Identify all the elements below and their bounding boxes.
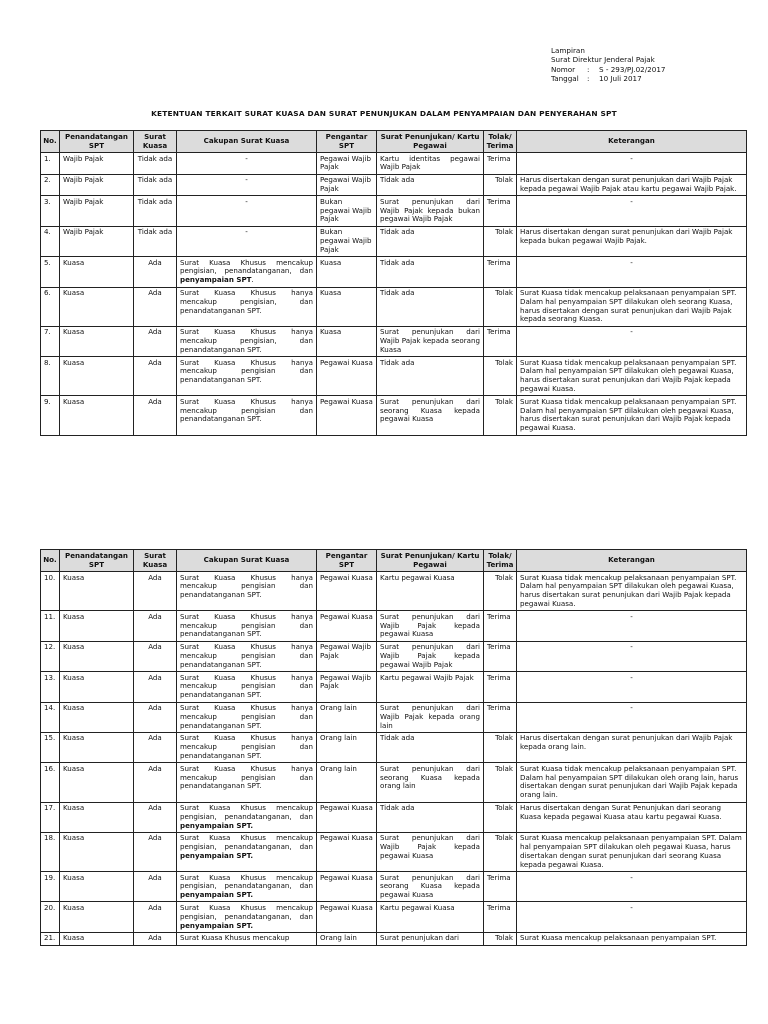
table-row bbox=[41, 153, 747, 175]
cell-pengantar: Pegawai Kuasa bbox=[317, 802, 377, 832]
cell-penunjukan: Surat penunjukan dari Wajib Pajak kepada seorang Kuasa bbox=[377, 326, 484, 356]
header-no: No. bbox=[41, 131, 60, 153]
cell-no: 8. bbox=[41, 357, 60, 396]
cell-penunjukan: Surat penunjukan dari Wajib Pajak kepada pegawai Kuasa bbox=[377, 832, 484, 871]
cell-penandatangan: Kuasa bbox=[60, 357, 134, 396]
cell-tolak-terima: Tolak bbox=[484, 732, 517, 762]
cell-tolak-terima: Terima bbox=[484, 702, 517, 732]
cell-penandatangan: Kuasa bbox=[60, 396, 134, 435]
cell-cakupan bbox=[177, 902, 317, 932]
cakupan-text: Surat Kuasa Khusus hanya mencakup pengisian dan penandatanganan SPT. bbox=[180, 396, 313, 424]
cell-surat-kuasa: Ada bbox=[134, 287, 177, 326]
header-pengantar: Pengantar SPT bbox=[317, 550, 377, 572]
cell-pengantar: Pegawai Wajib Pajak bbox=[317, 153, 377, 175]
tanggal-line bbox=[551, 74, 665, 83]
cell-surat-kuasa: Ada bbox=[134, 872, 177, 902]
table-row bbox=[41, 287, 747, 326]
cell-penandatangan: Kuasa bbox=[60, 641, 134, 671]
table-row bbox=[41, 572, 747, 611]
cell-keterangan: Harus disertakan dengan Surat Penunjukan dari seorang Kuasa kepada pegawai Kuasa atau kartu pegawai Kuasa. bbox=[517, 802, 747, 832]
cell-pengantar: Pegawai Wajib Pajak bbox=[317, 672, 377, 702]
cell-cakupan bbox=[177, 732, 317, 762]
cell-cakupan bbox=[177, 326, 317, 356]
tanggal-label: Tanggal bbox=[551, 74, 579, 84]
cakupan-text: Surat Kuasa Khusus hanya mencakup pengisian dan penandatanganan SPT. bbox=[180, 733, 313, 761]
header-tolak-terima: Tolak/ Terima bbox=[484, 550, 517, 572]
cell-pengantar: Kuasa bbox=[317, 326, 377, 356]
cell-keterangan: Surat Kuasa mencakup pelaksanaan penyampaian SPT. bbox=[517, 932, 747, 945]
cell-pengantar: Orang lain bbox=[317, 932, 377, 945]
cell-tolak-terima: Terima bbox=[484, 872, 517, 902]
cell-penandatangan: Kuasa bbox=[60, 572, 134, 611]
cell-tolak-terima: Terima bbox=[484, 196, 517, 226]
cell-surat-kuasa: Tidak ada bbox=[134, 226, 177, 256]
cell-tolak-terima: Tolak bbox=[484, 226, 517, 256]
cell-penunjukan: Tidak ada bbox=[377, 257, 484, 287]
cell-keterangan: Surat Kuasa tidak mencakup pelaksanaan penyampaian SPT. Dalam hal penyampaian SPT dilakukan oleh pegawai Kuasa, harus disertakan surat penunjukan dari Wajib Pajak kepada pegawai Kuasa. bbox=[517, 572, 747, 611]
cell-pengantar: Pegawai Wajib Pajak bbox=[317, 174, 377, 196]
cell-tolak-terima: Tolak bbox=[484, 832, 517, 871]
cell-penandatangan: Kuasa bbox=[60, 732, 134, 762]
cell-no: 10. bbox=[41, 572, 60, 611]
cell-no: 16. bbox=[41, 763, 60, 802]
cell-keterangan: - bbox=[517, 153, 747, 175]
table-row bbox=[41, 611, 747, 641]
cell-penandatangan: Wajib Pajak bbox=[60, 226, 134, 256]
cell-no: 2. bbox=[41, 174, 60, 196]
cell-keterangan: - bbox=[517, 641, 747, 671]
cakupan-text: Surat Kuasa Khusus hanya mencakup pengisian, dan penandatanganan SPT. bbox=[180, 288, 313, 315]
cell-tolak-terima: Tolak bbox=[484, 802, 517, 832]
header-tolak-terima: Tolak/ Terima bbox=[484, 131, 517, 153]
cell-keterangan: Surat Kuasa tidak mencakup pelaksanaan penyampaian SPT. Dalam hal penyampaian SPT dilakukan oleh seorang Kuasa, harus disertakan dengan surat penunjukan dari Wajib Pajak kepada seorang Kuasa. bbox=[517, 287, 747, 326]
cell-surat-kuasa: Tidak ada bbox=[134, 174, 177, 196]
header-surat-kuasa: Surat Kuasa bbox=[134, 131, 177, 153]
nomor-line bbox=[551, 65, 665, 74]
lampiran-block bbox=[551, 46, 665, 84]
cell-pengantar: Orang lain bbox=[317, 732, 377, 762]
table-row bbox=[41, 257, 747, 287]
cell-cakupan bbox=[177, 357, 317, 396]
table-row bbox=[41, 763, 747, 802]
table-header-row bbox=[41, 550, 747, 572]
cell-penandatangan: Wajib Pajak bbox=[60, 174, 134, 196]
cakupan-text: Surat Kuasa Khusus hanya mencakup pengisian dan penandatanganan SPT. bbox=[180, 642, 313, 669]
cell-penandatangan: Kuasa bbox=[60, 932, 134, 945]
table-row bbox=[41, 196, 747, 226]
cakupan-text: Surat Kuasa Khusus hanya mencakup pengisian dan penandatanganan SPT. bbox=[180, 572, 313, 600]
cakupan-text: - bbox=[245, 227, 248, 237]
document-title: KETENTUAN TERKAIT SURAT KUASA DAN SURAT PENUNJUKAN DALAM PENYAMPAIAN DAN PENYERAHAN SPT bbox=[151, 109, 617, 118]
cell-tolak-terima: Terima bbox=[484, 153, 517, 175]
cell-no: 13. bbox=[41, 672, 60, 702]
header-keterangan: Keterangan bbox=[517, 550, 747, 572]
cakupan-text: Surat Kuasa Khusus hanya mencakup pengisian, dan penandatanganan SPT. bbox=[180, 327, 313, 354]
cell-tolak-terima: Tolak bbox=[484, 174, 517, 196]
cell-surat-kuasa: Ada bbox=[134, 572, 177, 611]
table-row bbox=[41, 396, 747, 435]
lampiran-title: Lampiran bbox=[551, 46, 585, 55]
cell-tolak-terima: Terima bbox=[484, 611, 517, 641]
tanggal-value: 10 Juli 2017 bbox=[599, 74, 642, 84]
table-row bbox=[41, 174, 747, 196]
cakupan-text: Surat Kuasa Khusus hanya mencakup pengisian dan penandatanganan SPT. bbox=[180, 357, 313, 385]
header-no: No. bbox=[41, 550, 60, 572]
table-row bbox=[41, 641, 747, 671]
cell-no: 12. bbox=[41, 641, 60, 671]
cell-penunjukan: Tidak ada bbox=[377, 732, 484, 762]
nomor-colon: : bbox=[587, 64, 590, 74]
cell-surat-kuasa: Ada bbox=[134, 611, 177, 641]
header-surat-kuasa: Surat Kuasa bbox=[134, 550, 177, 572]
cell-penunjukan: Tidak ada bbox=[377, 287, 484, 326]
nomor-value: S - 293/PJ.02/2017 bbox=[599, 64, 666, 74]
cell-penunjukan: Surat penunjukan dari seorang Kuasa kepada pegawai Kuasa bbox=[377, 396, 484, 435]
cakupan-text: Surat Kuasa Khusus hanya mencakup pengisian dan penandatanganan SPT. bbox=[180, 703, 313, 730]
cakupan-text: Surat Kuasa Khusus hanya mencakup pengisian dan penandatanganan SPT. bbox=[180, 672, 313, 700]
rules-table-2 bbox=[40, 549, 747, 946]
cell-penunjukan: Tidak ada bbox=[377, 802, 484, 832]
cell-pengantar: Orang lain bbox=[317, 702, 377, 732]
cell-keterangan: - bbox=[517, 326, 747, 356]
cell-surat-kuasa: Ada bbox=[134, 641, 177, 671]
cell-penunjukan: Surat penunjukan dari seorang Kuasa kepada orang lain bbox=[377, 763, 484, 802]
cell-cakupan bbox=[177, 153, 317, 175]
cell-penunjukan: Kartu pegawai Kuasa bbox=[377, 572, 484, 611]
cell-cakupan bbox=[177, 196, 317, 226]
cell-keterangan: - bbox=[517, 902, 747, 932]
cell-penunjukan: Tidak ada bbox=[377, 357, 484, 396]
table-row bbox=[41, 226, 747, 256]
cell-tolak-terima: Terima bbox=[484, 257, 517, 287]
rules-table-1 bbox=[40, 130, 747, 436]
cell-pengantar: Bukan pegawai Wajib Pajak bbox=[317, 196, 377, 226]
cell-penandatangan: Kuasa bbox=[60, 872, 134, 902]
cell-keterangan: - bbox=[517, 702, 747, 732]
cell-pengantar: Pegawai Kuasa bbox=[317, 832, 377, 871]
cell-no: 15. bbox=[41, 732, 60, 762]
table-row bbox=[41, 326, 747, 356]
cell-surat-kuasa: Tidak ada bbox=[134, 196, 177, 226]
cell-pengantar: Kuasa bbox=[317, 287, 377, 326]
cell-no: 4. bbox=[41, 226, 60, 256]
cell-surat-kuasa: Ada bbox=[134, 902, 177, 932]
cell-surat-kuasa: Tidak ada bbox=[134, 153, 177, 175]
cell-surat-kuasa: Ada bbox=[134, 763, 177, 802]
cakupan-text: Surat Kuasa Khusus mencakup bbox=[180, 933, 290, 943]
cakupan-text: - bbox=[245, 153, 248, 163]
header-penunjukan: Surat Penunjukan/ Kartu Pegawai bbox=[377, 131, 484, 153]
lampiran-line1: Surat Direktur Jenderal Pajak bbox=[551, 55, 655, 65]
cell-surat-kuasa: Ada bbox=[134, 832, 177, 871]
cell-keterangan: - bbox=[517, 611, 747, 641]
cell-keterangan: - bbox=[517, 672, 747, 702]
cakupan-end: . bbox=[251, 275, 254, 285]
table-row bbox=[41, 702, 747, 732]
table-header-row bbox=[41, 131, 747, 153]
cell-penunjukan: Kartu pegawai Wajib Pajak bbox=[377, 672, 484, 702]
cell-tolak-terima: Tolak bbox=[484, 396, 517, 435]
cell-penunjukan: Kartu pegawai Kuasa bbox=[377, 902, 484, 932]
cakupan-bold: penyampaian SPT. bbox=[180, 890, 254, 900]
cell-pengantar: Pegawai Kuasa bbox=[317, 611, 377, 641]
header-keterangan: Keterangan bbox=[517, 131, 747, 153]
cell-no: 3. bbox=[41, 196, 60, 226]
cell-penandatangan: Kuasa bbox=[60, 802, 134, 832]
cakupan-text: Surat Kuasa Khusus mencakup pengisian, penandatanganan, dan bbox=[180, 803, 313, 821]
cell-keterangan: - bbox=[517, 872, 747, 902]
cakupan-bold: penyampaian SPT bbox=[180, 275, 252, 285]
cell-tolak-terima: Terima bbox=[484, 641, 517, 671]
cell-pengantar: Kuasa bbox=[317, 257, 377, 287]
header-penandatangan: Penandatangan SPT bbox=[60, 131, 134, 153]
cell-keterangan: Surat Kuasa tidak mencakup pelaksanaan penyampaian SPT. Dalam hal penyampaian SPT dilakukan oleh orang lain, harus disertakan dengan surat penunjukan dari Wajib Pajak kepada orang lain. bbox=[517, 763, 747, 802]
cell-cakupan bbox=[177, 702, 317, 732]
cell-surat-kuasa: Ada bbox=[134, 396, 177, 435]
cakupan-text: Surat Kuasa Khusus mencakup pengisian, penandatanganan, dan bbox=[180, 833, 313, 852]
cell-pengantar: Bukan pegawai Wajib Pajak bbox=[317, 226, 377, 256]
cell-penunjukan: Surat penunjukan dari Wajib Pajak kepada pegawai Wajib Pajak bbox=[377, 641, 484, 671]
cell-cakupan bbox=[177, 872, 317, 902]
cell-pengantar: Pegawai Kuasa bbox=[317, 872, 377, 902]
cell-cakupan bbox=[177, 396, 317, 435]
cell-penandatangan: Wajib Pajak bbox=[60, 153, 134, 175]
cell-no: 20. bbox=[41, 902, 60, 932]
cakupan-text: Surat Kuasa Khusus mencakup pengisian, penandatanganan, dan bbox=[180, 872, 313, 891]
header-penunjukan: Surat Penunjukan/ Kartu Pegawai bbox=[377, 550, 484, 572]
cell-pengantar: Orang lain bbox=[317, 763, 377, 802]
header-pengantar: Pengantar SPT bbox=[317, 131, 377, 153]
cell-no: 5. bbox=[41, 257, 60, 287]
cell-penunjukan: Surat penunjukan dari bbox=[377, 932, 484, 945]
table-row bbox=[41, 672, 747, 702]
cell-cakupan bbox=[177, 932, 317, 945]
cell-penunjukan: Kartu identitas pegawai Wajib Pajak bbox=[377, 153, 484, 175]
cell-pengantar: Pegawai Kuasa bbox=[317, 357, 377, 396]
cell-no: 7. bbox=[41, 326, 60, 356]
cakupan-text: - bbox=[245, 175, 248, 185]
cell-no: 9. bbox=[41, 396, 60, 435]
cell-tolak-terima: Tolak bbox=[484, 357, 517, 396]
cell-penandatangan: Kuasa bbox=[60, 763, 134, 802]
cell-tolak-terima: Terima bbox=[484, 902, 517, 932]
cell-keterangan: Surat Kuasa mencakup pelaksanaan penyampaian SPT. Dalam hal penyampaian SPT dilakukan oleh pegawai Kuasa, harus disertakan dengan surat penunjukan dari seorang Kuasa kepada pegawai Kuasa. bbox=[517, 832, 747, 871]
cell-pengantar: Pegawai Wajib Pajak bbox=[317, 641, 377, 671]
cell-keterangan: Surat Kuasa tidak mencakup pelaksanaan penyampaian SPT. Dalam hal penyampaian SPT dilakukan oleh pegawai Kuasa, harus disertakan surat penunjukan dari Wajib Pajak kepada pegawai Kuasa. bbox=[517, 357, 747, 396]
cell-penandatangan: Wajib Pajak bbox=[60, 196, 134, 226]
cell-cakupan bbox=[177, 763, 317, 802]
cell-cakupan bbox=[177, 572, 317, 611]
cakupan-bold: penyampaian SPT. bbox=[180, 920, 254, 930]
cell-cakupan bbox=[177, 832, 317, 871]
cakupan-bold: penyampaian SPT. bbox=[180, 820, 254, 830]
cell-penandatangan: Kuasa bbox=[60, 257, 134, 287]
cell-no: 18. bbox=[41, 832, 60, 871]
cell-no: 21. bbox=[41, 932, 60, 945]
cell-penunjukan: Surat penunjukan dari Wajib Pajak kepada pegawai Kuasa bbox=[377, 611, 484, 641]
cell-keterangan: Harus disertakan dengan surat penunjukan dari Wajib Pajak kepada bukan pegawai Wajib Pajak. bbox=[517, 226, 747, 256]
cell-penandatangan: Kuasa bbox=[60, 702, 134, 732]
cell-no: 19. bbox=[41, 872, 60, 902]
cell-no: 11. bbox=[41, 611, 60, 641]
cell-cakupan bbox=[177, 226, 317, 256]
cell-surat-kuasa: Ada bbox=[134, 257, 177, 287]
cell-surat-kuasa: Ada bbox=[134, 932, 177, 945]
cell-surat-kuasa: Ada bbox=[134, 702, 177, 732]
cell-no: 6. bbox=[41, 287, 60, 326]
table-row bbox=[41, 832, 747, 871]
cell-penunjukan: Tidak ada bbox=[377, 226, 484, 256]
nomor-label: Nomor bbox=[551, 64, 576, 74]
tanggal-colon: : bbox=[587, 74, 590, 84]
table-row bbox=[41, 357, 747, 396]
cell-tolak-terima: Terima bbox=[484, 672, 517, 702]
cell-keterangan: - bbox=[517, 257, 747, 287]
cell-penunjukan: Tidak ada bbox=[377, 174, 484, 196]
cakupan-text: Surat Kuasa Khusus mencakup pengisian, penandatanganan, dan bbox=[180, 257, 313, 276]
cell-keterangan: Surat Kuasa tidak mencakup pelaksanaan penyampaian SPT. Dalam hal penyampaian SPT dilakukan oleh pegawai Kuasa, harus disertakan surat penunjukan dari Wajib Pajak kepada pegawai Kuasa. bbox=[517, 396, 747, 435]
cell-penunjukan: Surat penunjukan dari Wajib Pajak kepada orang lain bbox=[377, 702, 484, 732]
table-row bbox=[41, 872, 747, 902]
cell-no: 1. bbox=[41, 153, 60, 175]
cell-surat-kuasa: Ada bbox=[134, 802, 177, 832]
table-row bbox=[41, 902, 747, 932]
cell-tolak-terima: Terima bbox=[484, 326, 517, 356]
cakupan-text: Surat Kuasa Khusus mencakup pengisian, penandatanganan, dan bbox=[180, 902, 313, 921]
cell-penandatangan: Kuasa bbox=[60, 832, 134, 871]
header-cakupan: Cakupan Surat Kuasa bbox=[177, 550, 317, 572]
cell-keterangan: Harus disertakan dengan surat penunjukan dari Wajib Pajak kepada orang lain. bbox=[517, 732, 747, 762]
cell-penunjukan: Surat penunjukan dari Wajib Pajak kepada bukan pegawai Wajib Pajak bbox=[377, 196, 484, 226]
table-row bbox=[41, 802, 747, 832]
header-penandatangan: Penandatangan SPT bbox=[60, 550, 134, 572]
cell-penandatangan: Kuasa bbox=[60, 672, 134, 702]
cell-pengantar: Pegawai Kuasa bbox=[317, 902, 377, 932]
cell-cakupan bbox=[177, 641, 317, 671]
cakupan-text: Surat Kuasa Khusus hanya mencakup pengisian dan penandatanganan SPT. bbox=[180, 611, 313, 639]
cell-cakupan bbox=[177, 611, 317, 641]
cell-tolak-terima: Tolak bbox=[484, 932, 517, 945]
cell-no: 17. bbox=[41, 802, 60, 832]
cell-penandatangan: Kuasa bbox=[60, 326, 134, 356]
cell-cakupan bbox=[177, 174, 317, 196]
cakupan-text: - bbox=[245, 196, 248, 206]
cell-no: 14. bbox=[41, 702, 60, 732]
cakupan-text: Surat Kuasa Khusus hanya mencakup pengisian dan penandatanganan SPT. bbox=[180, 763, 313, 791]
cell-cakupan bbox=[177, 287, 317, 326]
cell-surat-kuasa: Ada bbox=[134, 672, 177, 702]
cell-keterangan: Harus disertakan dengan surat penunjukan dari Wajib Pajak kepada pegawai Wajib Pajak atau kartu pegawai Wajib Pajak. bbox=[517, 174, 747, 196]
cell-tolak-terima: Tolak bbox=[484, 287, 517, 326]
cell-surat-kuasa: Ada bbox=[134, 357, 177, 396]
cell-penandatangan: Kuasa bbox=[60, 902, 134, 932]
cell-tolak-terima: Tolak bbox=[484, 763, 517, 802]
cell-cakupan bbox=[177, 672, 317, 702]
cakupan-bold: penyampaian SPT. bbox=[180, 851, 254, 860]
cell-surat-kuasa: Ada bbox=[134, 732, 177, 762]
cell-surat-kuasa: Ada bbox=[134, 326, 177, 356]
cell-penandatangan: Kuasa bbox=[60, 611, 134, 641]
cell-cakupan bbox=[177, 257, 317, 287]
cell-pengantar: Pegawai Kuasa bbox=[317, 572, 377, 611]
cell-penunjukan: Surat penunjukan dari seorang Kuasa kepada pegawai Kuasa bbox=[377, 872, 484, 902]
cell-keterangan: - bbox=[517, 196, 747, 226]
table-row bbox=[41, 732, 747, 762]
cell-tolak-terima: Tolak bbox=[484, 572, 517, 611]
cell-cakupan bbox=[177, 802, 317, 832]
header-cakupan: Cakupan Surat Kuasa bbox=[177, 131, 317, 153]
cell-pengantar: Pegawai Kuasa bbox=[317, 396, 377, 435]
table-row bbox=[41, 932, 747, 945]
cell-penandatangan: Kuasa bbox=[60, 287, 134, 326]
